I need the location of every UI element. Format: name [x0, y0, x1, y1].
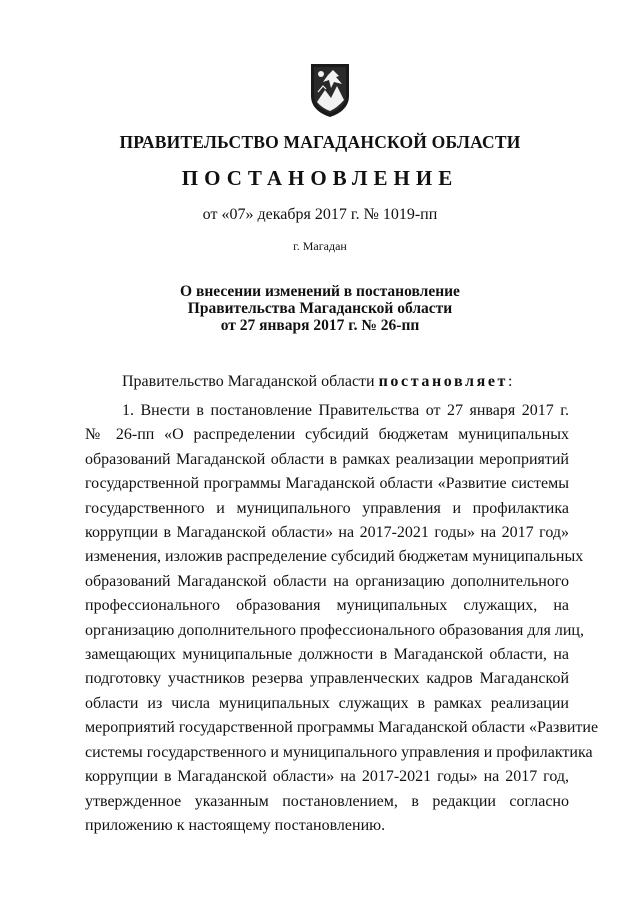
- document-city: г. Магадан: [293, 239, 347, 253]
- preamble-text: Правительство Магаданской области: [122, 373, 379, 390]
- body-line: замещающих муниципальные должности в Магаданской области, на: [85, 646, 569, 664]
- body-line: образований Магаданской области в рамках реализации мероприятий: [85, 450, 569, 468]
- government-title: ПРАВИТЕЛЬСТВО МАГАДАНСКОЙ ОБЛАСТИ: [119, 132, 521, 152]
- body-line: № 26-пп «О распределении субсидий бюджетам муниципальных: [85, 426, 569, 444]
- document-type: ПОСТАНОВЛЕНИЕ: [181, 166, 459, 190]
- body-line: системы государственного и муниципального управления и профилактика: [85, 743, 593, 761]
- preamble-spaced-word: постановляет: [378, 373, 509, 390]
- body-line: утвержденное указанным постановлением, в редакции согласно: [85, 792, 569, 810]
- body-line: государственного и муниципального управления и профилактика: [85, 499, 569, 517]
- body-line: мероприятий государственной программы Магаданской области «Развитие: [85, 719, 599, 737]
- coat-of-arms-icon: [309, 62, 351, 118]
- document-date-number: от «07» декабря 2017 г. № 1019-пп: [202, 206, 438, 223]
- body-line: государственной программы Магаданской области «Развитие системы: [85, 475, 569, 493]
- subject-line: О внесении изменений в постановление: [180, 283, 460, 300]
- preamble-colon: :: [508, 373, 513, 390]
- body-line: коррупции в Магаданской области» на 2017-2021 годы» на 2017 год»: [85, 524, 569, 542]
- document-subject: [0, 283, 640, 334]
- body-line: подготовку участников резерва управленческих кадров Магаданской: [85, 670, 569, 688]
- body-line: организацию дополнительного профессионального образования для лиц,: [85, 621, 584, 639]
- body-line: изменения, изложив распределение субсидий бюджетам муниципальных: [85, 548, 584, 566]
- body-line: образований Магаданской области на организацию дополнительного: [85, 572, 569, 590]
- body-line: профессионального образования муниципальных служащих, на: [85, 597, 569, 615]
- body-line: коррупции в Магаданской области» на 2017-2021 годы» на 2017 год,: [85, 768, 569, 786]
- subject-line: Правительства Магаданской области: [187, 300, 453, 317]
- subject-line: от 27 января 2017 г. № 26-пп: [220, 317, 420, 334]
- body-paragraph: [85, 399, 599, 838]
- preamble: [122, 373, 512, 391]
- body-line: области из числа муниципальных служащих в рамках реализации: [85, 694, 569, 712]
- body-line: 1. Внести в постановление Правительства от 27 января 2017 г.: [122, 402, 569, 419]
- body-line: приложению к настоящему постановлению.: [85, 816, 386, 834]
